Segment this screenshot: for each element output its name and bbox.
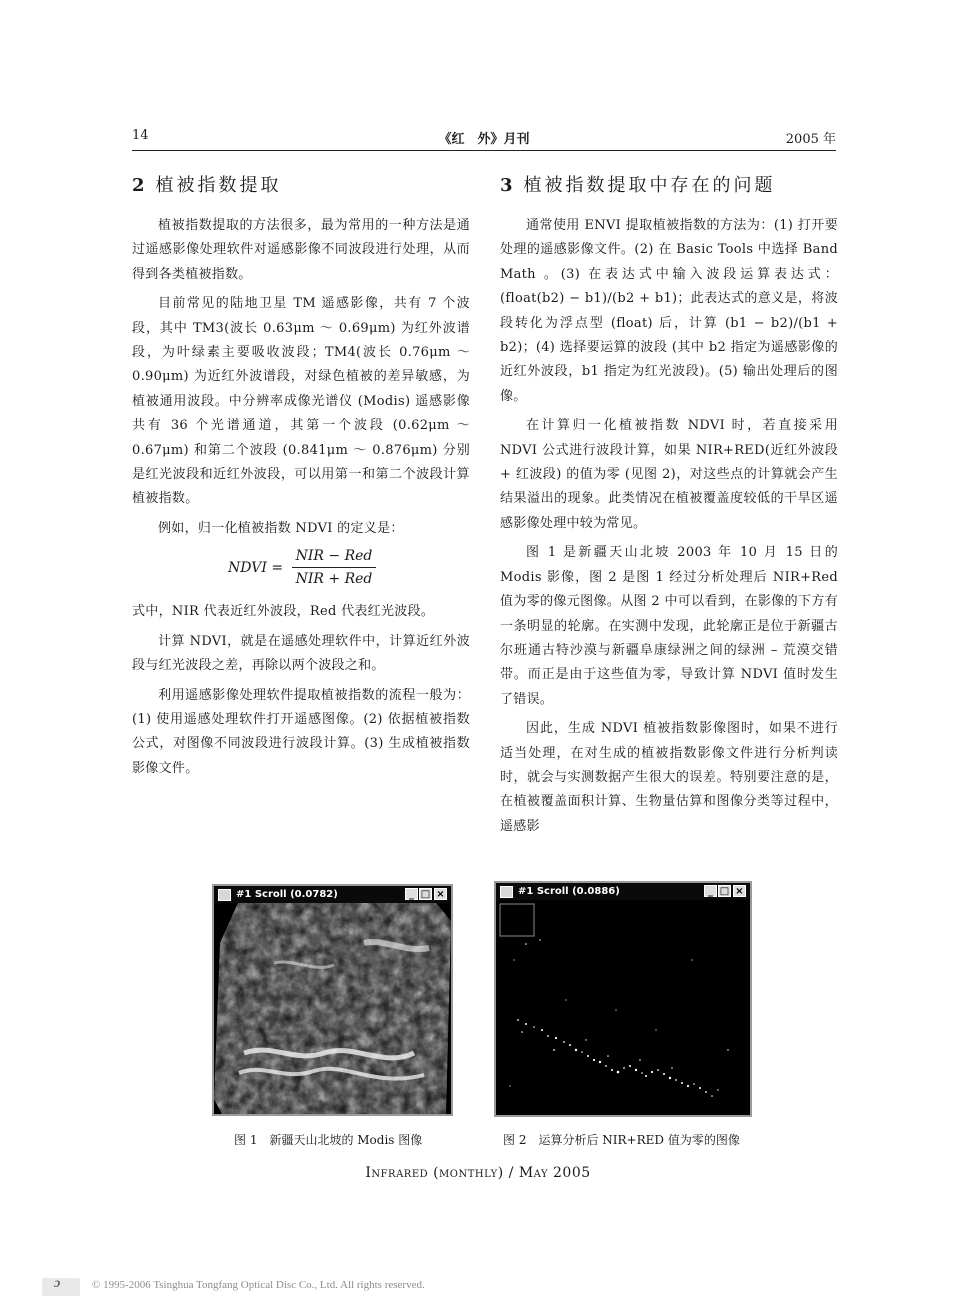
paragraph: 因此，生成 NDVI 植被指数影像图时，如果不进行适当处理，在对生成的植被指数影像文件进行分析判读时，就会与实测数据产生很大的误差。特别要注意的是，在植被覆盖面积计算、生物量估算和图像分类等过程中，遥感影 xyxy=(500,721,838,834)
section-number: 3 xyxy=(500,175,516,196)
section-title: 植被指数提取 xyxy=(155,175,282,196)
figure-2-caption: 图 2 运算分析后 NIR+RED 值为零的图像 xyxy=(503,1133,740,1147)
paragraph: 目前常见的陆地卫星 TM 遥感影像，共有 7 个波段，其中 TM3(波长 0.63μm ～ 0.69μm) 为红外波谱段，为叶绿素主要吸收波段；TM4(波长 0.76μm ～ 0.90μm) 为近红外波谱段，对绿色植被的差异敏感，为植被通用波段。中分辨率成像光谱仪 (Modis) 遥感影像共有 36 个光谱通道，其第一个波段 (0.62μm ～ 0.67μm) 和第二个波段 (0.841μm ～ 0.876μm) 分别是红光波段和近红外波段，可以用第一和第二个波段计算植被指数。 xyxy=(132,296,470,507)
close-icon[interactable]: × xyxy=(733,885,746,897)
section-heading-3 xyxy=(500,172,838,200)
figure-1-caption: 图 1 新疆天山北坡的 Modis 图像 xyxy=(234,1133,423,1147)
paragraph: 计算 NDVI，就是在遥感处理软件中，计算近红外波段与红光波段之差，再除以两个波段之和。 xyxy=(132,633,470,674)
window-titlebar xyxy=(496,883,750,900)
section-title: 植被指数提取中存在的问题 xyxy=(523,175,776,196)
section-heading-2 xyxy=(132,172,470,200)
figure-2-window xyxy=(494,881,752,1117)
minimize-icon[interactable]: _ xyxy=(405,888,418,900)
paragraph: 式中，NIR 代表近红外波段，Red 代表红光波段。 xyxy=(132,604,435,620)
paragraph: 通常使用 ENVI 提取植被指数的方法为：(1) 打开要处理的遥感影像文件。(2) 在 Basic Tools 中选择 Band Math 。(3) 在表达式中输入波段运算表达式：(float(b2) − b1)/(b2 + b1)；此表达式的意义是，将波段转化为浮点型 (float) 后，计算 (b1 − b2)/(b1 + b2)；(4) 选择要运算的波段 (其中 b2 指定为遥感影像的近红外波段，b1 指定为红光波段)。(5) 输出处理后的图像。 xyxy=(500,218,838,404)
ndvi-formula xyxy=(132,546,470,594)
window-title: #1 Scroll (0.0782) xyxy=(236,889,338,900)
zero-value-image xyxy=(496,900,750,1115)
section-number: 2 xyxy=(132,175,148,196)
modis-satellite-image xyxy=(214,903,451,1114)
paragraph: 利用遥感影像处理软件提取植被指数的流程一般为：(1) 使用遥感处理软件打开遥感图像。(2) 依据植被指数公式，对图像不同波段进行波段计算。(3) 生成植被指数影像文件。 xyxy=(132,687,470,776)
formula-denominator: NIR + Red xyxy=(295,571,373,588)
paragraph: 图 1 是新疆天山北坡 2003 年 10 月 15 日的 Modis 影像，图 2 是图 1 经过分析处理后 NIR+Red 值为零的像元图像。从图 2 中可以看到，在影像的下方有一条明显的轮廓。在实测中发现，此轮廓正是位于新疆古尔班通古特沙漠与新疆阜康绿洲之间的绿洲 – 荒漠交错带。而正是由于这些值为零，导致计算 NDVI 值时发生了错误。 xyxy=(500,545,838,707)
right-column xyxy=(500,172,838,844)
window-titlebar xyxy=(214,886,451,903)
running-header xyxy=(132,128,836,151)
left-column xyxy=(132,172,470,786)
window-app-icon xyxy=(500,886,513,898)
formula-lhs: NDVI = xyxy=(228,560,284,577)
modis-image xyxy=(214,903,451,1114)
close-icon[interactable]: × xyxy=(434,888,447,900)
nir-red-zero-pixel-image xyxy=(496,900,750,1115)
maximize-icon[interactable]: □ xyxy=(719,886,730,897)
window-title: #1 Scroll (0.0886) xyxy=(518,886,620,897)
paragraph: 例如，归一化植被指数 NDVI 的定义是： xyxy=(158,520,404,536)
footer-journal-text: Infrared (monthly) / May 2005 xyxy=(365,1165,591,1181)
window-app-icon xyxy=(218,889,231,901)
publisher-logo-icon: ɔ xyxy=(42,1278,80,1296)
issue-year: 2005 年 xyxy=(785,132,836,147)
minimize-icon[interactable]: _ xyxy=(704,885,717,897)
figure-1-window xyxy=(212,884,453,1116)
formula-fraction xyxy=(292,546,376,589)
copyright-text: © 1995-2006 Tsinghua Tongfang Optical Disc Co., Ltd. All rights reserved. xyxy=(92,1279,425,1291)
footer-journal-line xyxy=(0,1165,956,1181)
journal-title: 《红 外》月刊 xyxy=(438,132,530,147)
page-number: 14 xyxy=(132,128,149,143)
paragraph: 在计算归一化植被指数 NDVI 时，若直接采用 NDVI 公式进行波段计算，如果 NIR+RED(近红外波段 + 红波段) 的值为零 (见图 2)，对这些点的计算就会产生结果溢出的现象。此类情况在植被覆盖度较低的干旱区遥感影像处理中较为常见。 xyxy=(500,418,838,531)
paragraph: 植被指数提取的方法很多，最为常用的一种方法是通过遥感影像处理软件对遥感影像不同波段进行处理，从而得到各类植被指数。 xyxy=(132,218,470,282)
maximize-icon[interactable]: □ xyxy=(420,889,431,900)
formula-numerator: NIR − Red xyxy=(292,546,376,568)
